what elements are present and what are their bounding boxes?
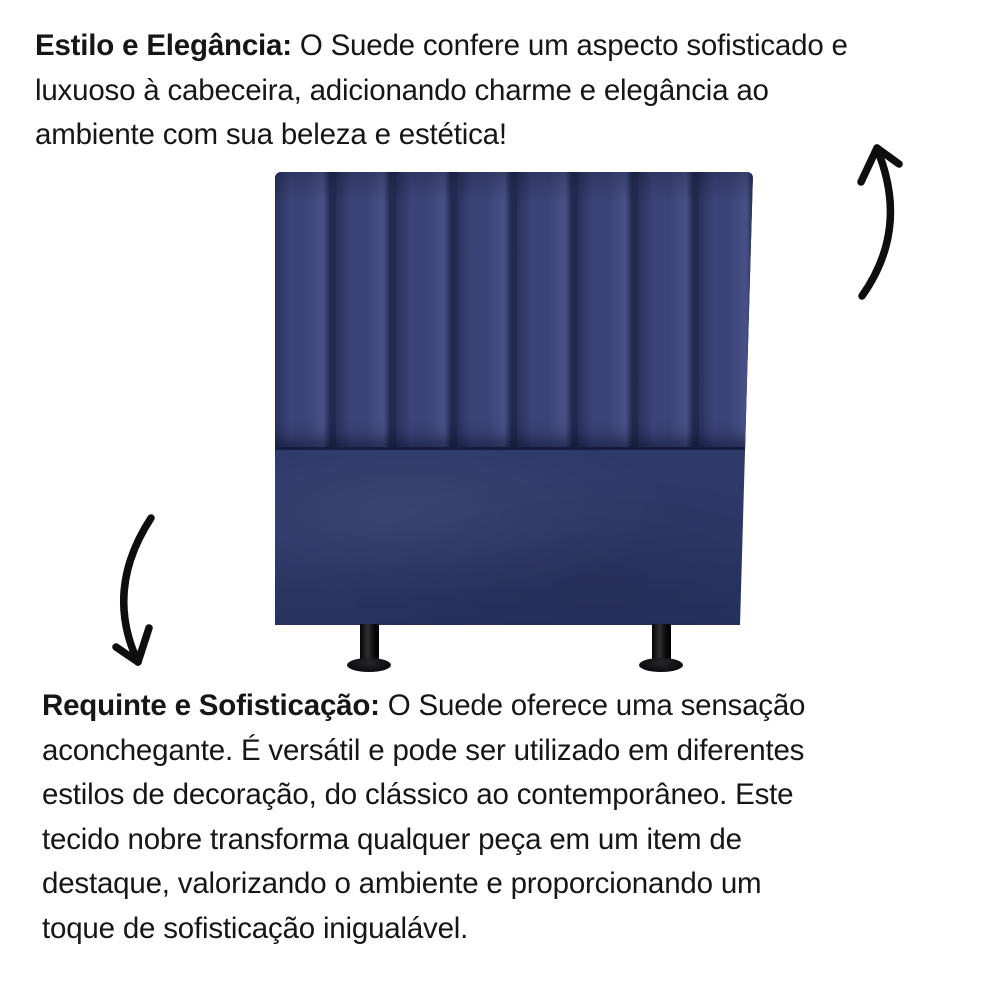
detail-line-6: toque de sofisticação inigualável. [42,911,469,945]
headboard-right-foot [639,624,683,676]
headboard-base-rail [275,447,753,625]
detail-line-4: tecido nobre transforma qualquer peça em um item de [42,822,742,856]
detail-line-2: aconchegante. É versátil e pode ser utilizado em diferentes [42,733,805,767]
headboard-panel [457,172,512,447]
detail-paragraph [42,684,805,951]
detail-line-1-text: O Suede oferece uma sensação [387,689,806,722]
right-foot-base [639,658,683,672]
headboard-channel-panels [275,172,753,447]
headboard-panel [578,172,633,447]
left-foot-stem [360,624,379,662]
intro-line-3: ambiente com sua beleza e estética! [35,118,507,151]
left-foot-base [347,658,391,672]
right-foot-stem [652,624,671,662]
intro-paragraph [35,24,848,158]
headboard-photo [275,172,753,677]
curved-arrow-up-icon [838,136,922,304]
intro-line-2: luxuoso à cabeceira, adicionando charme e elegância ao [35,73,769,107]
detail-line-5: destaque, valorizando o ambiente e proporcionando um [42,867,762,900]
intro-line-1-text: O Suede confere um aspecto sofisticado e [299,29,848,62]
headboard-panel [517,172,572,447]
headboard-panel [396,172,451,447]
detail-title: Requinte e Sofisticação: [42,689,380,722]
detail-line-3: estilos de decoração, do clássico ao contemporâneo. Este [42,778,794,811]
intro-line-1 [35,24,848,69]
intro-title: Estilo e Elegância: [35,29,292,62]
headboard-panel [336,172,391,447]
detail-line-1 [42,684,805,729]
headboard-panel [699,172,754,447]
curved-arrow-down-icon [96,506,168,676]
headboard-left-foot [347,624,391,676]
headboard-body [275,172,753,625]
headboard-panel [638,172,693,447]
headboard-panel [275,172,330,447]
